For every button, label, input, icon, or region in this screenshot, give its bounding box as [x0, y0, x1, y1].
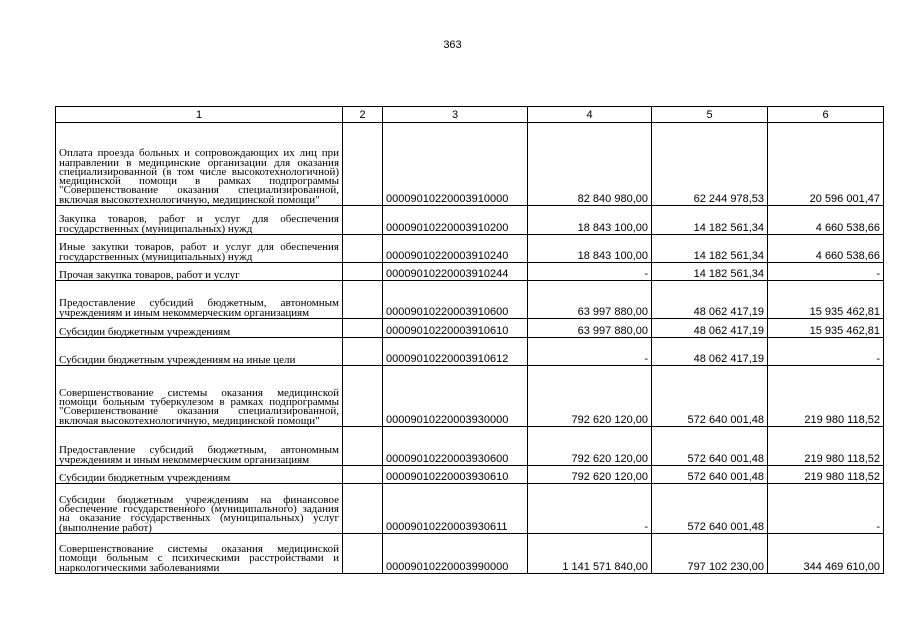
row-col6: 219 980 118,52	[768, 466, 884, 484]
column-header-5: 5	[652, 107, 768, 123]
row-code: 00009010220003930611	[383, 484, 528, 534]
row-code: 00009010220003910000	[383, 123, 528, 206]
row-description: Субсидии бюджетным учреждениям	[56, 466, 343, 484]
page-number: 363	[443, 39, 462, 51]
row-description: Иные закупки товаров, работ и услуг для обеспечения государственных (муниципальных) нужд	[56, 235, 343, 263]
table-row	[56, 366, 884, 427]
table-row	[56, 235, 884, 263]
column-header-2: 2	[343, 107, 383, 123]
row-col6: 4 660 538,66	[768, 235, 884, 263]
table-row	[56, 534, 884, 574]
row-code: 00009010220003930600	[383, 427, 528, 466]
row-code: 00009010220003910612	[383, 338, 528, 366]
row-col5: 48 062 417,19	[652, 338, 768, 366]
row-description: Субсидии бюджетным учреждениям	[56, 319, 343, 338]
row-col4: 82 840 980,00	[528, 123, 652, 206]
row-code: 00009010220003910244	[383, 263, 528, 281]
row-col5: 14 182 561,34	[652, 263, 768, 281]
row-col6: 15 935 462,81	[768, 281, 884, 319]
column-header-3: 3	[383, 107, 528, 123]
row-col2	[343, 466, 383, 484]
row-description: Закупка товаров, работ и услуг для обеспечения государственных (муниципальных) нужд	[56, 206, 343, 235]
row-col6: 4 660 538,66	[768, 206, 884, 235]
row-col2	[343, 427, 383, 466]
column-header-6: 6	[768, 107, 884, 123]
table-row	[56, 206, 884, 235]
row-col2	[343, 281, 383, 319]
row-col2	[343, 235, 383, 263]
row-code: 00009010220003910200	[383, 206, 528, 235]
row-col5: 572 640 001,48	[652, 466, 768, 484]
row-code: 00009010220003910600	[383, 281, 528, 319]
row-col5: 14 182 561,34	[652, 235, 768, 263]
row-col4: 792 620 120,00	[528, 466, 652, 484]
table-row	[56, 319, 884, 338]
row-col5: 797 102 230,00	[652, 534, 768, 574]
header-row	[56, 107, 884, 123]
row-col4: 18 843 100,00	[528, 206, 652, 235]
row-col5: 48 062 417,19	[652, 281, 768, 319]
row-code: 00009010220003930000	[383, 366, 528, 427]
row-col6: -	[768, 263, 884, 281]
row-col4: 792 620 120,00	[528, 427, 652, 466]
row-col5: 572 640 001,48	[652, 484, 768, 534]
row-code: 00009010220003930610	[383, 466, 528, 484]
row-col5: 14 182 561,34	[652, 206, 768, 235]
table-row	[56, 484, 884, 534]
row-col2	[343, 338, 383, 366]
row-col4: -	[528, 338, 652, 366]
row-col2	[343, 263, 383, 281]
row-description: Совершенствование системы оказания медицинской помощи больным с психическими расстройствами и наркологическими заболеваниями	[56, 534, 343, 574]
column-header-1: 1	[56, 107, 343, 123]
row-col4: 63 997 880,00	[528, 319, 652, 338]
row-col6: -	[768, 484, 884, 534]
row-code: 00009010220003910610	[383, 319, 528, 338]
row-col5: 62 244 978,53	[652, 123, 768, 206]
row-col6: 219 980 118,52	[768, 366, 884, 427]
row-col2	[343, 534, 383, 574]
row-col5: 48 062 417,19	[652, 319, 768, 338]
row-description: Предоставление субсидий бюджетным, автономным учреждениям и иным некоммерческим организациям	[56, 281, 343, 319]
budget-table	[55, 106, 884, 574]
table-row	[56, 263, 884, 281]
row-col5: 572 640 001,48	[652, 427, 768, 466]
row-col4: -	[528, 263, 652, 281]
row-col6: 15 935 462,81	[768, 319, 884, 338]
row-description: Предоставление субсидий бюджетным, автономным учреждениям и иным некоммерческим организациям	[56, 427, 343, 466]
row-col6: 219 980 118,52	[768, 427, 884, 466]
row-col4: 18 843 100,00	[528, 235, 652, 263]
row-col4: 1 141 571 840,00	[528, 534, 652, 574]
row-col2	[343, 366, 383, 427]
row-description: Совершенствование системы оказания медицинской помощи больным туберкулезом в рамках подпрограммы "Совершенствование оказания специализированной, включая высокотехнологичную, медицинской помощи"	[56, 366, 343, 427]
row-col2	[343, 206, 383, 235]
row-col6: 344 469 610,00	[768, 534, 884, 574]
column-header-4: 4	[528, 107, 652, 123]
row-col2	[343, 123, 383, 206]
row-description: Оплата проезда больных и сопровождающих их лиц при направлении в медицинские организации для оказания специализированной (в том числе высокотехнологичной) медицинской помощи в рамках подпрограммы "Совершенствование оказания специализированной, включая высокотехнологичную, медицинской помощи"	[56, 123, 343, 206]
table-row	[56, 338, 884, 366]
row-description: Субсидии бюджетным учреждениям на иные цели	[56, 338, 343, 366]
row-code: 00009010220003990000	[383, 534, 528, 574]
row-col2	[343, 319, 383, 338]
table-row	[56, 427, 884, 466]
table-row	[56, 281, 884, 319]
row-col6: 20 596 001,47	[768, 123, 884, 206]
table-row	[56, 466, 884, 484]
row-col6: -	[768, 338, 884, 366]
table-row	[56, 123, 884, 206]
row-description: Прочая закупка товаров, работ и услуг	[56, 263, 343, 281]
row-col4: -	[528, 484, 652, 534]
row-col2	[343, 484, 383, 534]
row-col4: 792 620 120,00	[528, 366, 652, 427]
row-col5: 572 640 001,48	[652, 366, 768, 427]
row-col4: 63 997 880,00	[528, 281, 652, 319]
row-description: Субсидии бюджетным учреждениям на финансовое обеспечение государственного (муниципального) задания на оказание государственных (муниципальных) услуг (выполнение работ)	[56, 484, 343, 534]
row-code: 00009010220003910240	[383, 235, 528, 263]
